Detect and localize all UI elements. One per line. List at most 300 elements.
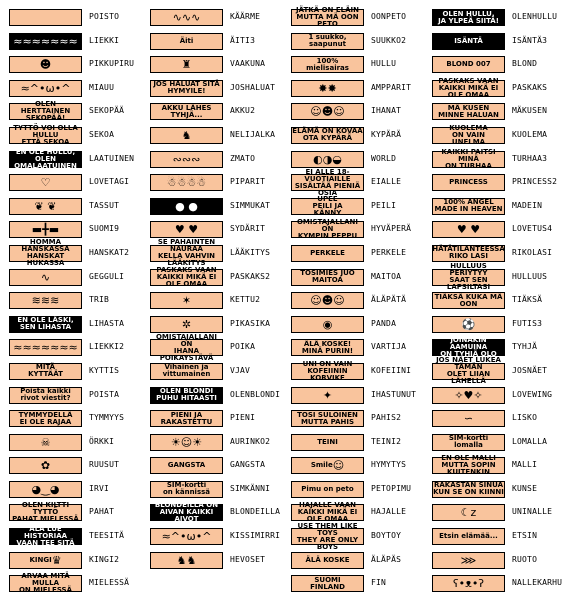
sticker-item[interactable] xyxy=(0,432,141,456)
sticker-preview[interactable] xyxy=(291,434,364,451)
sticker-preview[interactable] xyxy=(150,501,223,524)
sticker-label: BLONDEILLA xyxy=(230,507,281,517)
sticker-label: TIÄKSÄ xyxy=(512,295,543,305)
sticker-item[interactable] xyxy=(282,196,423,220)
sticker-preview[interactable] xyxy=(9,501,82,524)
imp-icon: ☻ xyxy=(39,58,52,72)
sticker-label: PETOPIMU xyxy=(371,483,412,493)
sticker-label: ZMATO xyxy=(230,153,256,163)
sticker-text: OMISTAJALLANI ON IHANA POIKAYSTÄVÄ xyxy=(155,332,218,362)
sticker-preview[interactable] xyxy=(432,245,505,262)
sticker-text: UNI ON VAIN KOFEIININ KORVIKE xyxy=(302,359,353,382)
gecko-icon: ∿ xyxy=(40,270,51,284)
bee-icon: ✸✸ xyxy=(318,81,337,95)
sticker-item[interactable] xyxy=(141,196,282,220)
sticker-preview[interactable] xyxy=(150,174,223,191)
sticker-preview[interactable] xyxy=(432,56,505,73)
sticker-label: MÄKUSEN xyxy=(512,106,548,116)
sticker-text: AKKU LÄHES TYHJÄ... xyxy=(161,103,212,119)
sticker-item[interactable] xyxy=(0,455,141,479)
sticker-text: JOINAKIN AAMUINA ON TYHJÄ OLO xyxy=(440,336,497,359)
sticker-item[interactable] xyxy=(282,314,423,338)
dog-icon: ♞ xyxy=(181,128,192,142)
sticker-text: ELÄMÄ ON KOVAA OTA KYPÄRÄ xyxy=(292,127,363,143)
sticker-label: MALLI xyxy=(512,460,538,470)
sticker-text: OMISTAJALLANI ON KYMPIN PEPPU xyxy=(296,218,359,241)
sticker-preview[interactable] xyxy=(9,56,82,73)
sticker-preview[interactable] xyxy=(291,339,364,356)
sticker-text: TOSIMIES JUO MAITOA xyxy=(300,269,355,285)
sticker-label: JOSHALUAT xyxy=(230,82,276,92)
sticker-preview[interactable] xyxy=(291,103,364,120)
sticker-label: PASKAKS2 xyxy=(230,271,271,281)
hearts-icon: ♥ ♥ xyxy=(174,223,199,237)
sticker-preview[interactable] xyxy=(150,363,223,380)
sticker-item[interactable] xyxy=(0,31,141,55)
sticker-item[interactable] xyxy=(282,7,423,31)
sticker-preview[interactable] xyxy=(291,552,364,569)
sticker-label: WORLD xyxy=(371,153,397,163)
sticker-preview[interactable] xyxy=(150,434,223,451)
sticker-text: BLONDEILLA ON AIVAN KAIKKI AIVOT xyxy=(154,501,219,524)
sticker-preview[interactable] xyxy=(9,33,82,50)
sticker-item[interactable] xyxy=(423,432,564,456)
sticker-preview[interactable] xyxy=(150,481,223,498)
sticker-text: BLOND 007 xyxy=(446,60,491,69)
sticker-text: ÄLÄ KOSKE xyxy=(305,555,350,564)
flame-pattern: ≈≈≈≈≈≈≈ xyxy=(13,34,78,48)
sticker-item[interactable] xyxy=(423,385,564,409)
sticker-preview[interactable] xyxy=(150,9,223,26)
sticker-preview[interactable] xyxy=(432,9,505,26)
sticker-text: TEINI xyxy=(317,437,338,446)
sticker-preview[interactable] xyxy=(432,198,505,215)
sticker-preview[interactable] xyxy=(9,238,82,268)
sticker-preview[interactable] xyxy=(432,336,505,359)
sticker-preview[interactable] xyxy=(291,521,364,551)
sticker-text: GANGSTA xyxy=(167,461,206,470)
sticker-text: OLEN BLONDI PUHU HITAASTI xyxy=(156,387,217,402)
sticker-preview[interactable] xyxy=(432,454,505,477)
sticker-item[interactable] xyxy=(0,101,141,125)
sticker-preview[interactable] xyxy=(9,457,82,474)
sticker-preview[interactable] xyxy=(150,552,223,569)
sticker-preview[interactable] xyxy=(291,457,364,474)
sticker-preview[interactable] xyxy=(150,151,223,168)
sticker-item[interactable] xyxy=(141,385,282,409)
sticker-item[interactable] xyxy=(282,101,423,125)
sticker-item[interactable] xyxy=(282,385,423,409)
sticker-label: RIKOLASI xyxy=(512,247,553,257)
sticker-preview[interactable] xyxy=(150,127,223,144)
sticker-text: OLEN HULLU, JA YLPEÄ SIITÄ! xyxy=(438,9,499,25)
sticker-item[interactable] xyxy=(0,196,141,220)
sticker-item[interactable] xyxy=(423,7,564,31)
sticker-label: KUNSE xyxy=(512,483,538,493)
sticker-preview[interactable] xyxy=(150,457,223,474)
sticker-item[interactable] xyxy=(141,149,282,173)
sticker-item[interactable] xyxy=(141,172,282,196)
sticker-preview[interactable] xyxy=(150,292,223,309)
sticker-preview[interactable] xyxy=(9,80,82,97)
sticker-label: AKKU2 xyxy=(230,106,256,116)
sticker-preview[interactable] xyxy=(291,167,364,197)
sticker-item[interactable] xyxy=(423,573,564,597)
sticker-text: TIÄKSÄ KUKA MÄ OON xyxy=(434,292,503,308)
sticker-preview[interactable] xyxy=(9,147,82,170)
sticker-preview[interactable] xyxy=(9,481,82,498)
sticker-item[interactable] xyxy=(282,573,423,597)
sticker-text: PERKELE xyxy=(310,248,345,257)
sticker-item[interactable] xyxy=(282,455,423,479)
sticker-item[interactable] xyxy=(423,356,564,386)
sticker-label: HULLUUS xyxy=(512,271,548,281)
sticker-preview[interactable] xyxy=(150,238,223,268)
sticker-text: Pimu on peto xyxy=(301,484,354,493)
sticker-item[interactable] xyxy=(0,361,141,385)
sticker-item[interactable] xyxy=(0,337,141,361)
sticker-item[interactable] xyxy=(282,290,423,314)
sticker-label: HANSKAT2 xyxy=(89,247,130,257)
sticker-item[interactable] xyxy=(141,238,282,268)
sticker-preview[interactable] xyxy=(291,359,364,382)
sticker-preview[interactable] xyxy=(291,269,364,286)
sticker-item[interactable] xyxy=(282,54,423,78)
sticker-item[interactable] xyxy=(141,54,282,78)
sticker-label: ÄLÄPÄS xyxy=(371,554,402,564)
sticker-label: SUOMI9 xyxy=(89,224,120,234)
sticker-item[interactable] xyxy=(0,526,141,550)
sticker-preview[interactable] xyxy=(291,501,364,524)
sticker-preview[interactable] xyxy=(432,316,505,333)
sticker-text: UPEE PEILI JA KÄNNY xyxy=(312,194,343,217)
sticker-item[interactable] xyxy=(141,290,282,314)
sticker-preview[interactable] xyxy=(150,410,223,427)
sticker-preview[interactable] xyxy=(291,80,364,97)
sticker-text: OLEN HERTTAINEN SEKOPÄÄ! xyxy=(20,100,71,123)
sticker-preview[interactable] xyxy=(291,575,364,592)
sticker-item[interactable] xyxy=(0,267,141,291)
sticker-preview[interactable] xyxy=(9,410,82,427)
sticker-text: KAIKKI PAITSI MINÄ ON TURHAA xyxy=(441,147,496,170)
sticker-item[interactable] xyxy=(141,101,282,125)
sticker-item[interactable] xyxy=(0,314,141,338)
sticker-text: Äiti xyxy=(179,36,194,45)
sticker-item[interactable] xyxy=(423,314,564,338)
sticker-preview[interactable] xyxy=(291,218,364,241)
panda-icon: ◉ xyxy=(322,317,333,331)
sticker-item[interactable] xyxy=(0,238,141,268)
sticker-label: BLOND xyxy=(512,59,538,69)
sticker-item[interactable] xyxy=(0,125,141,149)
sticker-preview[interactable] xyxy=(9,363,82,380)
sticker-item[interactable] xyxy=(0,149,141,173)
sticker-item[interactable] xyxy=(423,262,564,292)
sticker-label: UNINALLE xyxy=(512,507,553,517)
sticker-text: ARVAA MITÄ MULLA ON MIELESSÄ xyxy=(18,572,73,595)
sticker-item[interactable] xyxy=(282,167,423,197)
sticker-item[interactable] xyxy=(423,526,564,550)
sticker-preview[interactable] xyxy=(150,103,223,120)
sticker-label: LOVETAGI xyxy=(89,177,130,187)
sticker-item[interactable] xyxy=(423,78,564,102)
sticker-label: LOMALLA xyxy=(512,436,548,446)
sticker-preview[interactable] xyxy=(9,123,82,146)
sticker-text: EN OLE MALLI MUTTA SOPIN KUITENKIN xyxy=(441,454,496,477)
sticker-label: LIHASTA xyxy=(89,318,125,328)
sticker-label: KYTTIS xyxy=(89,365,120,375)
sticker-label: IHASTUNUT xyxy=(371,389,417,399)
sticker-item[interactable] xyxy=(282,337,423,361)
sticker-preview[interactable] xyxy=(9,316,82,333)
sticker-text: Poista kaikki rivot viestit? xyxy=(20,387,71,402)
sticker-preview[interactable] xyxy=(432,481,505,498)
sticker-preview[interactable] xyxy=(432,434,505,451)
sticker-item[interactable] xyxy=(282,550,423,574)
sticker-label: PRINCESS2 xyxy=(512,177,558,187)
sticker-label: LÄÄKITYS xyxy=(230,247,271,257)
sticker-preview[interactable] xyxy=(432,123,505,146)
sticker-item[interactable] xyxy=(141,125,282,149)
sticker-preview[interactable] xyxy=(9,221,82,238)
sticker-preview[interactable] xyxy=(9,174,82,191)
sticker-item[interactable] xyxy=(423,479,564,503)
sticker-item[interactable] xyxy=(0,7,141,31)
sticker-preview[interactable] xyxy=(150,316,223,333)
sticker-item[interactable] xyxy=(282,243,423,267)
sticker-preview[interactable] xyxy=(291,316,364,333)
sticker-preview[interactable] xyxy=(432,103,505,120)
sticker-label: AURINKO2 xyxy=(230,436,271,446)
sticker-item[interactable] xyxy=(141,361,282,385)
sticker-item[interactable] xyxy=(423,149,564,173)
sticker-item[interactable] xyxy=(423,290,564,314)
sticker-preview[interactable] xyxy=(9,9,82,26)
sticker-item[interactable] xyxy=(141,332,282,362)
sticker-preview[interactable] xyxy=(432,33,505,50)
sticker-label: KÄÄRME xyxy=(230,12,261,21)
sticker-text: HOMMA HANSKASSA HANSKAT HUKASSA xyxy=(21,238,70,268)
sticker-item[interactable] xyxy=(282,31,423,55)
sticker-preview[interactable] xyxy=(150,387,223,404)
sticker-preview[interactable] xyxy=(291,292,364,309)
sticker-item[interactable] xyxy=(141,550,282,574)
sticker-preview[interactable] xyxy=(432,292,505,309)
sticker-label: SUUKKO2 xyxy=(371,35,407,45)
sticker-preview[interactable] xyxy=(150,265,223,288)
horse-icon: ♞♞ xyxy=(176,553,197,567)
paw-icon: ❦ ❦ xyxy=(34,199,57,213)
sticker-item[interactable] xyxy=(0,385,141,409)
sticker-label: MIAUU xyxy=(89,82,115,92)
sticker-item[interactable] xyxy=(141,78,282,102)
sticker-item[interactable] xyxy=(423,196,564,220)
sticker-label: MADEIN xyxy=(512,200,543,210)
sticker-label: NELIJALKA xyxy=(230,129,276,139)
sticker-preview[interactable] xyxy=(432,174,505,191)
sticker-item[interactable] xyxy=(282,479,423,503)
sticker-item[interactable] xyxy=(282,267,423,291)
sticker-item[interactable] xyxy=(282,521,423,551)
sticker-text: HÄTÄTILANTEESSA RIKO LASI xyxy=(432,245,505,261)
fish-bone-icon: ⋙ xyxy=(460,553,477,567)
sticker-preview[interactable] xyxy=(150,221,223,238)
sticker-item[interactable] xyxy=(423,54,564,78)
sticker-preview[interactable] xyxy=(432,356,505,386)
sticker-item[interactable] xyxy=(423,172,564,196)
sticker-label: BOYTOY xyxy=(371,531,402,541)
sticker-item[interactable] xyxy=(282,432,423,456)
sticker-preview[interactable] xyxy=(9,339,82,356)
sticker-item[interactable] xyxy=(0,502,141,526)
sticker-preview[interactable] xyxy=(291,151,364,168)
sticker-text: 100% ANGEL MADE IN HEAVEN xyxy=(434,198,503,214)
sticker-item[interactable] xyxy=(423,219,564,243)
sticker-preview[interactable] xyxy=(432,387,505,404)
sticker-preview[interactable] xyxy=(291,33,364,50)
sticker-item[interactable] xyxy=(423,31,564,55)
sticker-preview[interactable] xyxy=(9,572,82,595)
sticker-item[interactable] xyxy=(0,172,141,196)
sticker-preview[interactable] xyxy=(291,6,364,28)
sticker-item[interactable] xyxy=(423,101,564,125)
sticker-item[interactable] xyxy=(282,408,423,432)
sticker-preview[interactable] xyxy=(9,100,82,123)
sticker-preview[interactable] xyxy=(432,221,505,238)
sticker-item[interactable] xyxy=(141,31,282,55)
sticker-preview[interactable] xyxy=(150,528,223,545)
sticker-text: SIM-kortti lomalla xyxy=(448,434,489,450)
sticker-item[interactable] xyxy=(141,7,282,31)
sticker-preview[interactable] xyxy=(432,528,505,545)
sticker-item[interactable] xyxy=(141,432,282,456)
sticker-preview[interactable] xyxy=(150,198,223,215)
sticker-item[interactable] xyxy=(0,408,141,432)
gingerbread-icon: ☃☃☃☃ xyxy=(166,176,207,190)
sticker-label: VAAKUNA xyxy=(230,59,266,69)
sticker-item[interactable] xyxy=(141,479,282,503)
sticker-label: NALLEKARHU xyxy=(512,578,563,588)
sticker-preview[interactable] xyxy=(9,269,82,286)
sticker-label: ÄLÄPÄTÄ xyxy=(371,295,407,305)
sticker-item[interactable] xyxy=(423,125,564,149)
sticker-label: MIELESSÄ xyxy=(89,578,130,588)
sticker-preview[interactable] xyxy=(291,410,364,427)
sticker-preview[interactable] xyxy=(432,147,505,170)
sticker-label: PASKAKS xyxy=(512,82,548,92)
sticker-preview[interactable] xyxy=(291,194,364,217)
sticker-item[interactable] xyxy=(423,408,564,432)
sticker-item[interactable] xyxy=(282,78,423,102)
coat-of-arms-icon: ♜ xyxy=(181,58,192,72)
winged-heart-icon: ✧♥✧ xyxy=(454,388,483,402)
sticker-preview[interactable] xyxy=(150,332,223,362)
smitten-icon: ✦ xyxy=(322,388,333,402)
sticker-label: TYMMYYS xyxy=(89,413,125,423)
sticker-item[interactable] xyxy=(423,455,564,479)
sticker-label: PIKKUPIRU xyxy=(89,59,135,69)
sticker-label: MAITOA xyxy=(371,271,402,281)
sticker-preview[interactable] xyxy=(291,245,364,262)
sticker-item[interactable] xyxy=(0,573,141,597)
sticker-preview[interactable] xyxy=(9,525,82,548)
sticker-label: SIMKÄNNI xyxy=(230,483,271,493)
smiley-icon: ☺ xyxy=(332,459,345,473)
sticker-item[interactable] xyxy=(141,455,282,479)
sticker-text: HAJALLE VAAN KAIKKI MIKÄ EI OLE OMAA xyxy=(297,501,358,524)
sticker-preview[interactable] xyxy=(9,198,82,215)
sticker-text: RAKASTAN SINUA KUN SE ON KIINNI xyxy=(433,481,504,497)
sticker-text: JOS HALUAT SITÄ HYMYILE! xyxy=(153,80,220,96)
sticker-preview[interactable] xyxy=(432,410,505,427)
sticker-text: USE THEM LIKE TOYS THEY ARE ONLY BOYS xyxy=(296,521,359,551)
sticker-label: IHANAT xyxy=(371,106,402,116)
sticker-preview[interactable] xyxy=(432,504,505,521)
sticker-item[interactable] xyxy=(0,550,141,574)
sticker-text: EN OLE HULLU, OLEN OMALAATUINEN xyxy=(14,147,77,170)
sticker-item[interactable] xyxy=(141,408,282,432)
sticker-preview[interactable] xyxy=(291,387,364,404)
sticker-label: EIALLE xyxy=(371,177,402,187)
sticker-label: HULLU xyxy=(371,59,397,69)
pig-icon: ✲ xyxy=(181,317,192,331)
sticker-item[interactable] xyxy=(0,479,141,503)
sticker-text: SUOMI FINLAND xyxy=(310,575,345,591)
tribal-icon: ≋≋≋ xyxy=(31,294,60,308)
sticker-item[interactable] xyxy=(423,550,564,574)
sticker-preview[interactable] xyxy=(9,434,82,451)
sticker-item[interactable] xyxy=(0,78,141,102)
sticker-item[interactable] xyxy=(141,526,282,550)
sticker-preview[interactable] xyxy=(432,262,505,292)
sticker-label: SIMMUKAT xyxy=(230,200,271,210)
faces-icon: ☺☻☺ xyxy=(310,294,345,308)
sticker-text: SE PAHAINTEN NAURAA KELLA VAHVIN LÄÄKITYS xyxy=(157,238,216,268)
sticker-text: PASKAKS VAAN KAIKKI MIKÄ EI OLE OMAA xyxy=(438,76,499,99)
cat-icon: ≈^•ω•^ xyxy=(20,81,71,95)
sticker-preview[interactable] xyxy=(291,481,364,498)
sticker-item[interactable] xyxy=(282,361,423,385)
sticker-item[interactable] xyxy=(141,267,282,291)
sticker-label: AMPPARIT xyxy=(371,82,412,92)
sticker-preview[interactable] xyxy=(150,33,223,50)
sticker-label: HYVÄPERÄ xyxy=(371,224,412,234)
sticker-preview[interactable] xyxy=(291,56,364,73)
sticker-preview[interactable] xyxy=(432,76,505,99)
sticker-item[interactable] xyxy=(282,125,423,149)
sticker-preview[interactable] xyxy=(432,552,505,569)
sticker-text: HULLUUS PERIYTYY SAAT SEN LAPSILTASI xyxy=(446,262,491,292)
sticker-item[interactable] xyxy=(423,502,564,526)
sticker-text: MITÄ KYTTÄÄT xyxy=(28,363,63,379)
sticker-label: GEGGULI xyxy=(89,271,125,281)
sticker-label: LAATUINEN xyxy=(89,153,135,163)
sticker-item[interactable] xyxy=(141,502,282,526)
sticker-preview[interactable] xyxy=(150,80,223,97)
sticker-preview[interactable] xyxy=(9,552,82,569)
sticker-item[interactable] xyxy=(0,54,141,78)
sticker-item[interactable] xyxy=(282,219,423,243)
sticker-preview[interactable] xyxy=(150,56,223,73)
sticker-item[interactable] xyxy=(0,290,141,314)
sticker-preview[interactable] xyxy=(9,387,82,404)
sticker-label: SEKOPÄÄ xyxy=(89,106,125,116)
sticker-label: FUTIS3 xyxy=(512,318,543,328)
sticker-preview[interactable] xyxy=(432,575,505,592)
sticker-preview[interactable] xyxy=(9,292,82,309)
sticker-preview[interactable] xyxy=(291,127,364,144)
sticker-text: EN OLE LÄSKI, SEN LIHASTA xyxy=(17,316,74,332)
